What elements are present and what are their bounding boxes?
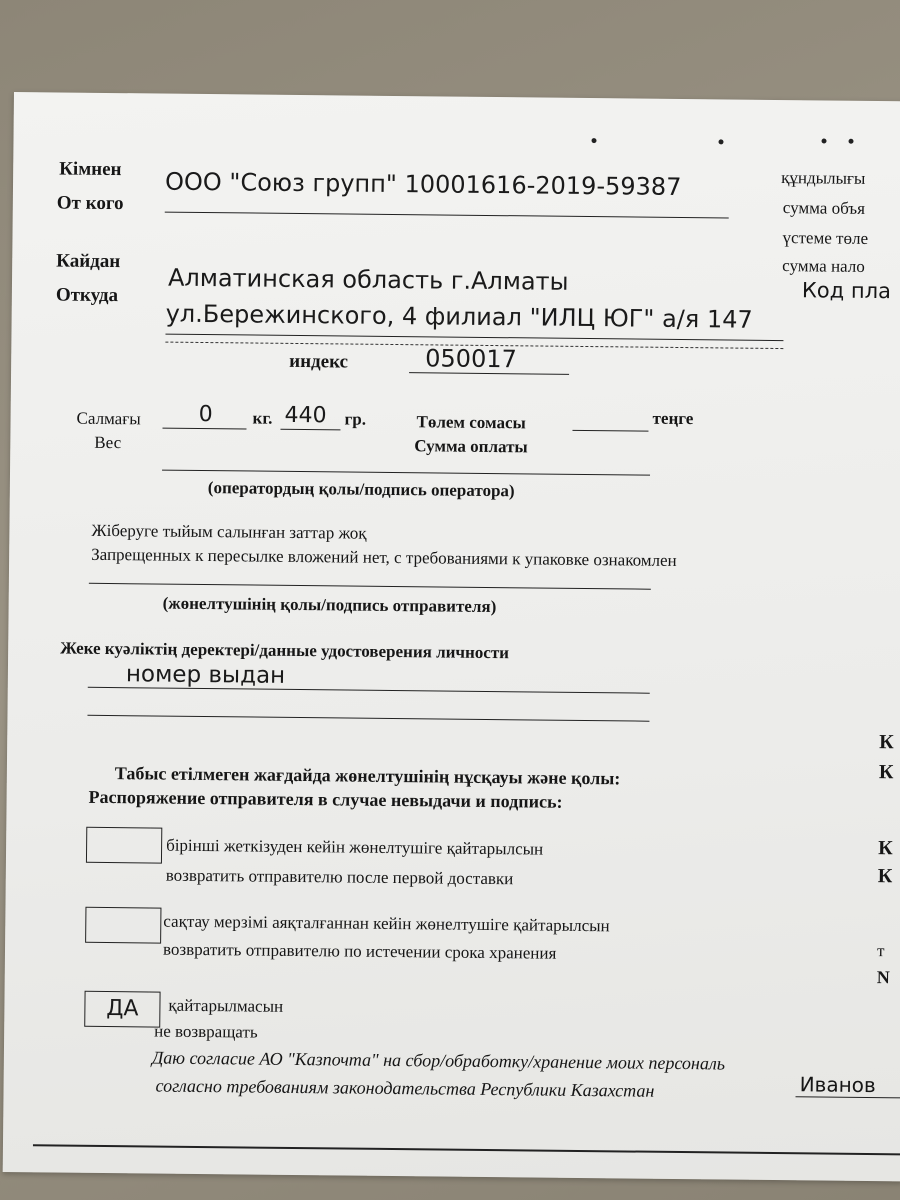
edge-letter: т bbox=[876, 941, 885, 961]
edge-letter: N bbox=[876, 967, 890, 988]
address-underline bbox=[165, 334, 783, 341]
payment-underline bbox=[572, 430, 648, 432]
print-dot bbox=[822, 138, 827, 143]
right-label-4: сумма нало bbox=[782, 256, 865, 276]
id-data-line-2 bbox=[87, 715, 649, 722]
weight-gr-value: 440 bbox=[284, 402, 327, 429]
weight-kg-underline bbox=[162, 428, 246, 430]
option-2-kz: сақтау мерзімі аяқталғаннан кейін жөнелтушіге қайтарылсын bbox=[163, 911, 610, 936]
print-dot bbox=[718, 139, 723, 144]
payment-label-kz: Төлем сомасы bbox=[416, 412, 526, 433]
from-label-ru: От кого bbox=[56, 192, 124, 215]
address-line-2: ул.Бережинского, 4 филиал "ИЛЦ ЮГ" а/я 147 bbox=[165, 299, 753, 334]
weight-label-kz: Салмағы bbox=[76, 408, 141, 429]
option-2-checkbox[interactable] bbox=[85, 907, 161, 944]
edge-letter: К bbox=[879, 731, 894, 754]
payment-currency: теңге bbox=[652, 408, 694, 429]
weight-kg-unit: кг. bbox=[252, 408, 273, 428]
right-label-2: сумма объя bbox=[782, 198, 866, 218]
declaration-ru: Запрещенных к пересылке вложений нет, с требованиями к упаковке ознакомлен bbox=[91, 544, 677, 570]
option-1-checkbox[interactable] bbox=[86, 827, 162, 864]
from-underline bbox=[165, 212, 729, 219]
bottom-rule bbox=[33, 1144, 900, 1155]
operator-signature-caption: (оператордың қолы/подпись оператора) bbox=[207, 478, 515, 501]
option-2-ru: возвратить отправителю по истечении срока хранения bbox=[162, 939, 557, 963]
index-underline bbox=[409, 372, 569, 375]
option-1-kz: бірінші жеткізуден кейін жөнелтушіге қайтарылсын bbox=[166, 835, 544, 859]
sender-signature-line bbox=[89, 583, 651, 590]
from-label-kz: Кімнен bbox=[59, 158, 122, 181]
print-dot bbox=[849, 139, 854, 144]
sender-signature-caption: (жөнелтушінің қолы/подпись отправителя) bbox=[162, 593, 497, 617]
declaration-kz: Жіберуге тыйым салынған заттар жоқ bbox=[91, 520, 367, 543]
weight-gr-underline bbox=[280, 429, 340, 431]
address-label-ru: Откуда bbox=[55, 284, 119, 307]
right-label-5: Код пла bbox=[801, 278, 892, 304]
consent-signer: Иванов bbox=[799, 1072, 876, 1098]
option-3-ru: не возвращать bbox=[154, 1021, 258, 1042]
consent-line-2: согласно требованиям законодательства Республики Казахстан bbox=[155, 1075, 655, 1101]
option-3-kz: қайтарылмасын bbox=[168, 995, 284, 1016]
id-data-line-1 bbox=[88, 687, 650, 694]
payment-label-ru: Сумма оплаты bbox=[414, 436, 528, 457]
instructions-title-kz: Табыс етілмеген жағдайда жөнелтушінің нұсқауы және қолы: bbox=[114, 763, 621, 789]
right-label-3: үстеме төле bbox=[782, 228, 869, 248]
edge-letter: К bbox=[878, 837, 893, 860]
weight-kg-value: 0 bbox=[198, 401, 213, 428]
consent-signer-underline bbox=[796, 1096, 900, 1098]
edge-letter: К bbox=[878, 761, 894, 784]
index-label: индекс bbox=[289, 350, 349, 373]
option-3-checkbox[interactable]: ДА bbox=[84, 991, 160, 1028]
address-label-kz: Кайдан bbox=[56, 250, 121, 273]
print-dot bbox=[591, 138, 596, 143]
consent-line-1: Даю согласие АО "Казпочта" на сбор/обработку/хранение моих персональ bbox=[151, 1047, 726, 1074]
operator-signature-line bbox=[162, 470, 650, 476]
address-line-1: Алматинская область г.Алматы bbox=[167, 263, 569, 296]
id-data-label: Жеке куәліктің деректері/данные удостоверения личности bbox=[60, 638, 510, 663]
option-1-ru: возвратить отправителю после первой доставки bbox=[165, 865, 514, 889]
right-label-1: құндылығы bbox=[781, 168, 866, 188]
edge-letter: К bbox=[877, 865, 893, 888]
index-value: 050017 bbox=[425, 344, 518, 374]
weight-gr-unit: гр. bbox=[344, 409, 367, 429]
postal-form bbox=[3, 92, 900, 1181]
weight-label-ru: Вес bbox=[94, 432, 122, 453]
instructions-title-ru: Распоряжение отправителя в случае невыдачи и подпись: bbox=[88, 786, 563, 812]
id-data-value: номер выдан bbox=[125, 661, 286, 689]
from-value: ООО "Союз групп" 10001616-2019-59387 bbox=[164, 167, 682, 201]
